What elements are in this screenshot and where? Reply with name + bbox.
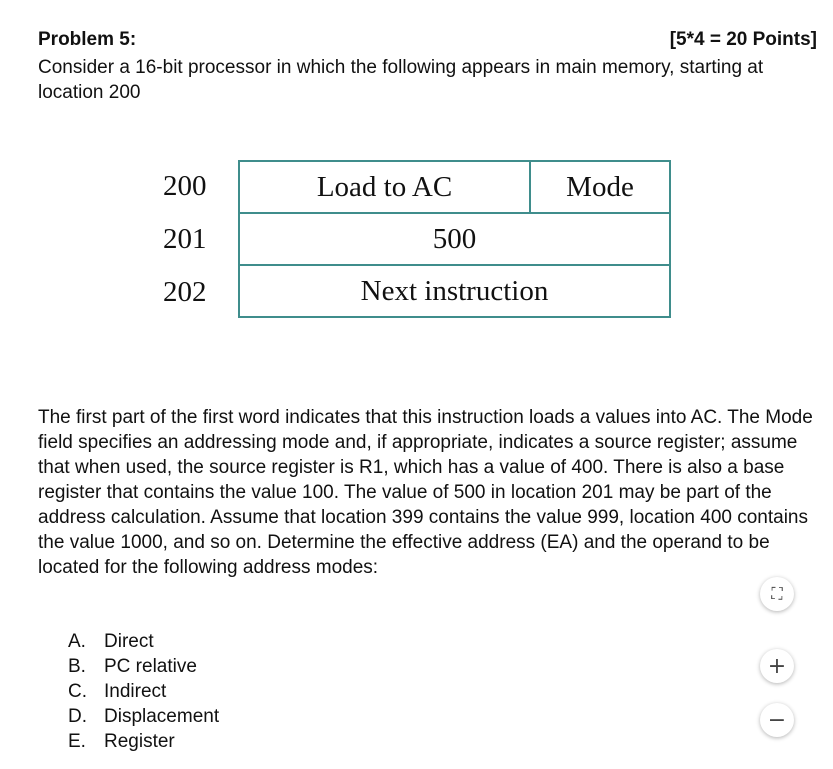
address-202: 202 bbox=[163, 276, 207, 308]
option-letter: E. bbox=[68, 731, 86, 752]
option-text: Displacement bbox=[104, 706, 220, 727]
mode-cell: Mode bbox=[566, 170, 634, 203]
address-201: 201 bbox=[163, 223, 207, 255]
option-text: Register bbox=[104, 731, 175, 752]
option-letter: D. bbox=[68, 706, 87, 727]
memory-row-201 bbox=[240, 214, 669, 266]
list-item bbox=[68, 704, 219, 729]
list-item bbox=[68, 629, 219, 654]
option-text: Indirect bbox=[104, 681, 167, 702]
problem-title: Problem 5: bbox=[38, 29, 137, 50]
list-item bbox=[68, 654, 219, 679]
zoom-in-button[interactable] bbox=[760, 649, 794, 683]
option-letter: A. bbox=[68, 631, 86, 652]
zoom-out-button[interactable] bbox=[760, 703, 794, 737]
value-cell: 500 bbox=[432, 222, 477, 255]
problem-description: The first part of the first word indicates that this instruction loads a values into AC. The Mode field specifies an addressing mode and, if appropriate, indicates a source register; assume that when used, the source register is R1, which has a value of 400. There is also a base register that contains the value 100. The value of 500 in location 201 may be part of the address calculation. Assume that location 399 contains the value 999, location 400 contains the value 1000, and so on. Determine the effective address (EA) and the operand to be located for the following address modes: bbox=[38, 407, 813, 578]
option-letter: B. bbox=[68, 656, 86, 677]
memory-diagram bbox=[238, 160, 671, 318]
option-text: Direct bbox=[104, 631, 154, 652]
next-instruction-cell: Next instruction bbox=[360, 274, 549, 307]
list-item bbox=[68, 679, 219, 704]
problem-header bbox=[38, 29, 817, 55]
plus-icon: + bbox=[767, 653, 787, 679]
list-item bbox=[68, 729, 219, 754]
minus-icon: − bbox=[767, 707, 787, 733]
option-letter: C. bbox=[68, 681, 87, 702]
memory-row-200 bbox=[240, 162, 669, 214]
address-200: 200 bbox=[163, 170, 207, 202]
fit-screen-button[interactable] bbox=[760, 577, 794, 611]
problem-intro: Consider a 16-bit processor in which the following appears in main memory, starting at location 200 bbox=[38, 57, 764, 103]
option-text: PC relative bbox=[104, 656, 197, 677]
memory-row-202 bbox=[240, 266, 669, 316]
opcode-cell: Load to AC bbox=[240, 162, 531, 212]
address-mode-list bbox=[68, 629, 219, 754]
problem-points: [5*4 = 20 Points] bbox=[669, 29, 817, 50]
fit-screen-icon: ⛶ bbox=[771, 584, 783, 603]
